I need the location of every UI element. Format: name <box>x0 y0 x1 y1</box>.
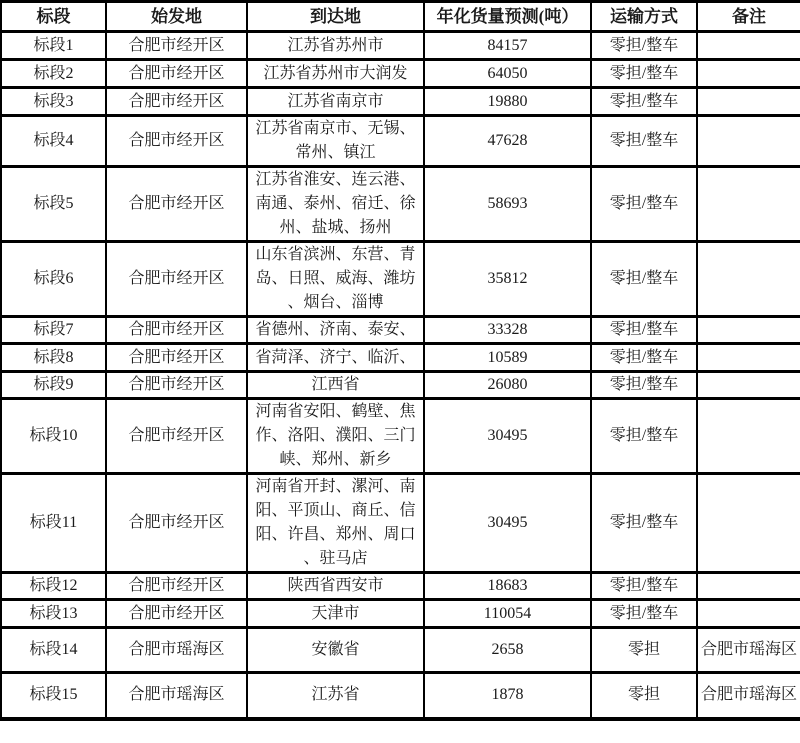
cell-section: 标段1 <box>1 32 106 60</box>
cell-origin: 合肥市经开区 <box>106 399 247 474</box>
cell-transport: 零担/整车 <box>591 474 697 573</box>
cell-transport: 零担 <box>591 673 697 719</box>
cell-destination: 江西省 <box>247 372 424 399</box>
cell-remark <box>697 167 800 242</box>
cell-transport: 零担/整车 <box>591 372 697 399</box>
cell-origin: 合肥市经开区 <box>106 344 247 372</box>
cell-origin: 合肥市经开区 <box>106 88 247 116</box>
table-row <box>1 573 800 600</box>
cell-transport: 零担/整车 <box>591 167 697 242</box>
cell-volume: 84157 <box>424 32 591 60</box>
table-row <box>1 88 800 116</box>
cell-remark <box>697 344 800 372</box>
cell-section: 标段15 <box>1 673 106 719</box>
cell-volume: 64050 <box>424 60 591 88</box>
cell-section: 标段13 <box>1 600 106 628</box>
cell-remark <box>697 317 800 344</box>
table-row <box>1 372 800 399</box>
cell-origin: 合肥市瑶海区 <box>106 628 247 673</box>
cell-volume: 110054 <box>424 600 591 628</box>
cell-section: 标段11 <box>1 474 106 573</box>
cell-volume: 2658 <box>424 628 591 673</box>
cell-remark <box>697 372 800 399</box>
cell-section: 标段9 <box>1 372 106 399</box>
cell-remark <box>697 60 800 88</box>
cell-destination: 河南省开封、漯河、南阳、平顶山、商丘、信阳、许昌、郑州、周口、驻马店 <box>247 474 424 573</box>
table-row <box>1 60 800 88</box>
cell-volume: 47628 <box>424 116 591 167</box>
table-row <box>1 628 800 673</box>
cell-remark <box>697 399 800 474</box>
col-header-destination: 到达地 <box>247 2 424 32</box>
cell-destination: 江苏省苏州市 <box>247 32 424 60</box>
cell-section: 标段5 <box>1 167 106 242</box>
col-header-transport: 运输方式 <box>591 2 697 32</box>
cell-remark <box>697 32 800 60</box>
cell-transport: 零担/整车 <box>591 317 697 344</box>
cell-remark: 合肥市瑶海区 <box>697 673 800 719</box>
cell-remark: 合肥市瑶海区 <box>697 628 800 673</box>
table-body <box>1 32 800 719</box>
table-header <box>1 2 800 32</box>
cell-volume: 33328 <box>424 317 591 344</box>
cell-volume: 58693 <box>424 167 591 242</box>
cell-transport: 零担/整车 <box>591 600 697 628</box>
cell-transport: 零担/整车 <box>591 60 697 88</box>
col-header-remark: 备注 <box>697 2 800 32</box>
cell-volume: 10589 <box>424 344 591 372</box>
cell-section: 标段8 <box>1 344 106 372</box>
col-header-origin: 始发地 <box>106 2 247 32</box>
cell-destination: 江苏省南京市 <box>247 88 424 116</box>
cell-section: 标段6 <box>1 242 106 317</box>
cell-volume: 35812 <box>424 242 591 317</box>
cell-section: 标段12 <box>1 573 106 600</box>
cell-destination: 天津市 <box>247 600 424 628</box>
col-header-section: 标段 <box>1 2 106 32</box>
cell-destination: 江苏省南京市、无锡、常州、镇江 <box>247 116 424 167</box>
cell-origin: 合肥市经开区 <box>106 242 247 317</box>
cell-destination: 省菏泽、济宁、临沂、 <box>247 344 424 372</box>
cell-transport: 零担/整车 <box>591 573 697 600</box>
cell-origin: 合肥市经开区 <box>106 116 247 167</box>
cell-volume: 18683 <box>424 573 591 600</box>
cell-remark <box>697 573 800 600</box>
cell-section: 标段4 <box>1 116 106 167</box>
cell-origin: 合肥市经开区 <box>106 60 247 88</box>
cell-remark <box>697 474 800 573</box>
cell-destination: 山东省滨洲、东营、青岛、日照、威海、潍坊、烟台、淄博 <box>247 242 424 317</box>
table-row <box>1 474 800 573</box>
header-row <box>1 2 800 32</box>
table-row <box>1 399 800 474</box>
cell-transport: 零担/整车 <box>591 399 697 474</box>
cell-section: 标段7 <box>1 317 106 344</box>
cell-destination: 河南省安阳、鹤壁、焦作、洛阳、濮阳、三门峡、郑州、新乡 <box>247 399 424 474</box>
cell-remark <box>697 88 800 116</box>
col-header-volume: 年化货量预测(吨） <box>424 2 591 32</box>
cell-origin: 合肥市瑶海区 <box>106 673 247 719</box>
cell-origin: 合肥市经开区 <box>106 32 247 60</box>
cell-section: 标段14 <box>1 628 106 673</box>
cell-section: 标段3 <box>1 88 106 116</box>
cell-destination: 省德州、济南、泰安、 <box>247 317 424 344</box>
cell-transport: 零担/整车 <box>591 32 697 60</box>
cell-origin: 合肥市经开区 <box>106 474 247 573</box>
cell-remark <box>697 242 800 317</box>
cell-volume: 1878 <box>424 673 591 719</box>
table-row <box>1 317 800 344</box>
cell-transport: 零担/整车 <box>591 88 697 116</box>
cell-destination: 江苏省淮安、连云港、南通、泰州、宿迁、徐州、盐城、扬州 <box>247 167 424 242</box>
table-row <box>1 32 800 60</box>
cell-remark <box>697 600 800 628</box>
cell-remark <box>697 116 800 167</box>
cell-origin: 合肥市经开区 <box>106 317 247 344</box>
cell-destination: 陕西省西安市 <box>247 573 424 600</box>
cell-origin: 合肥市经开区 <box>106 372 247 399</box>
cell-origin: 合肥市经开区 <box>106 600 247 628</box>
table-row <box>1 344 800 372</box>
table-row <box>1 600 800 628</box>
cell-transport: 零担/整车 <box>591 344 697 372</box>
table-row <box>1 242 800 317</box>
cell-transport: 零担/整车 <box>591 116 697 167</box>
table-row <box>1 167 800 242</box>
table-row <box>1 116 800 167</box>
cell-origin: 合肥市经开区 <box>106 573 247 600</box>
cell-destination: 安徽省 <box>247 628 424 673</box>
cell-volume: 30495 <box>424 399 591 474</box>
cell-transport: 零担/整车 <box>591 242 697 317</box>
cell-volume: 30495 <box>424 474 591 573</box>
cell-origin: 合肥市经开区 <box>106 167 247 242</box>
cell-section: 标段2 <box>1 60 106 88</box>
cell-destination: 江苏省 <box>247 673 424 719</box>
cell-section: 标段10 <box>1 399 106 474</box>
cell-destination: 江苏省苏州市大润发 <box>247 60 424 88</box>
cell-transport: 零担 <box>591 628 697 673</box>
table-row <box>1 673 800 719</box>
cell-volume: 26080 <box>424 372 591 399</box>
cell-volume: 19880 <box>424 88 591 116</box>
